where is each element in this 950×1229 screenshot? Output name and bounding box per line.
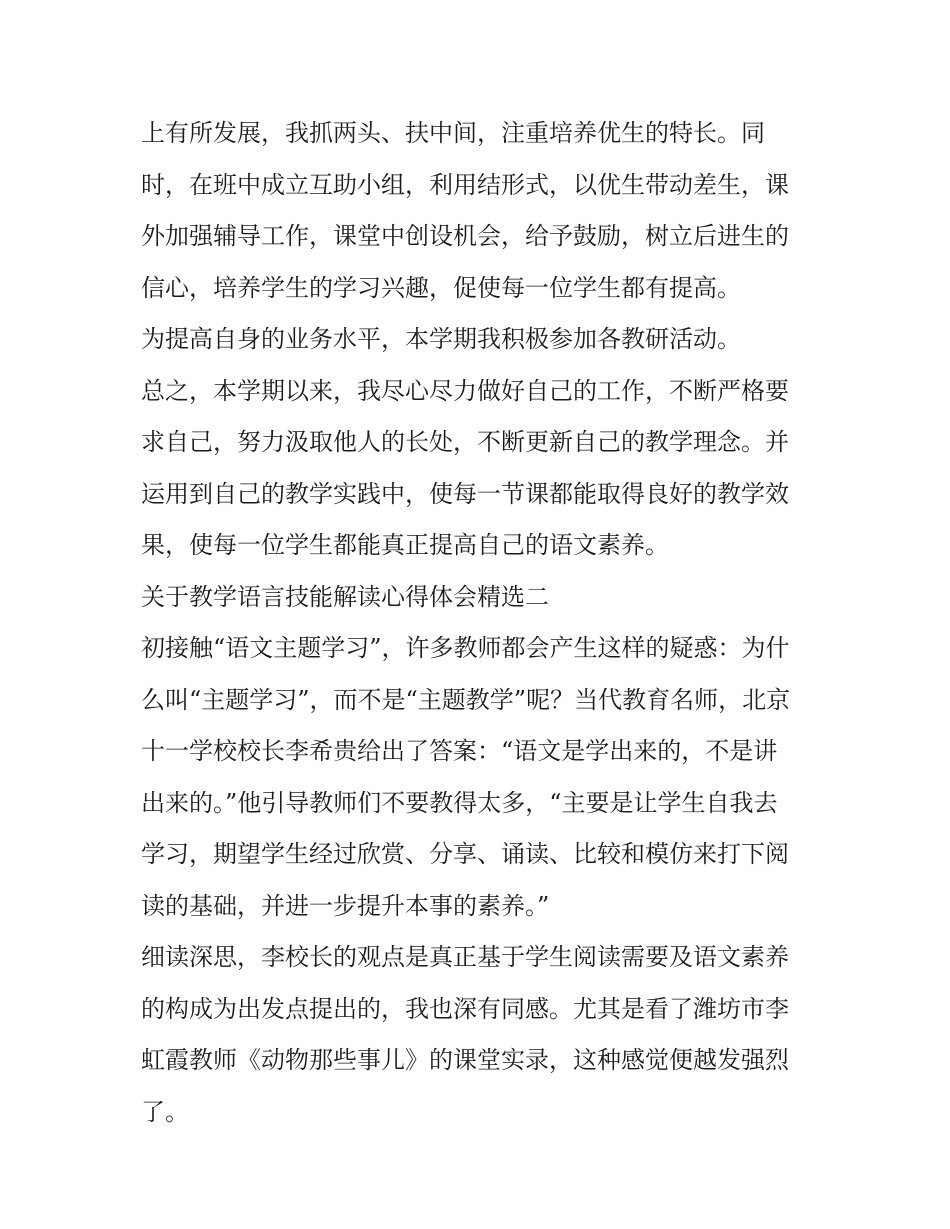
text-line: 信心，培养学生的学习兴趣，促使每一位学生都有提高。 bbox=[141, 273, 741, 302]
text-line: 么叫“主题学习”，而不是“主题教学”呢？当代教育名师，北京 bbox=[141, 685, 791, 714]
text-line: 时，在班中成立互助小组，利用结形式，以优生带动差生，课 bbox=[141, 170, 789, 199]
text-line: 上有所发展，我抓两头、扶中间，注重培养优生的特长。同 bbox=[141, 119, 765, 147]
text-line: 果，使每一位学生都能真正提高自己的语文素养。 bbox=[141, 531, 669, 559]
text-line: 总之，本学期以来，我尽心尽力做好自己的工作，不断严格要 bbox=[141, 376, 789, 405]
text-line: 求自己，努力汲取他人的长处，不断更新自己的教学理念。并 bbox=[141, 428, 789, 456]
text-line: 外加强辅导工作，课堂中创设机会，给予鼓励，树立后进生的 bbox=[141, 222, 789, 250]
section-heading: 关于教学语言技能解读心得体会精选二 bbox=[141, 582, 549, 611]
text-line: 初接触“语文主题学习”，许多教师都会产生这样的疑惑：为什 bbox=[141, 634, 790, 662]
text-line: 出来的。”他引导教师们不要教得太多，“主要是让学生自我去 bbox=[141, 788, 778, 817]
text-line: 十一学校校长李希贵给出了答案：“语文是学出来的，不是讲 bbox=[141, 737, 778, 765]
text-line: 读的基础，并进一步提升本事的素养。” bbox=[141, 891, 550, 920]
text-line: 的构成为出发点提出的，我也深有同感。尤其是看了潍坊市李 bbox=[141, 994, 789, 1023]
text-line: 了。 bbox=[141, 1097, 189, 1126]
text-line: 为提高自身的业务水平，本学期我积极参加各教研活动。 bbox=[141, 325, 741, 353]
text-line: 学习，期望学生经过欣赏、分享、诵读、比较和模仿来打下阅 bbox=[141, 840, 789, 868]
text-line: 虹霞教师《动物那些事儿》的课堂实录，这种感觉便越发强烈 bbox=[141, 1046, 789, 1074]
text-line: 运用到自己的教学实践中，使每一节课都能取得良好的教学效 bbox=[141, 479, 789, 508]
document-body bbox=[141, 108, 821, 1138]
text-line: 细读深思，李校长的观点是真正基于学生阅读需要及语文素养 bbox=[141, 943, 789, 971]
